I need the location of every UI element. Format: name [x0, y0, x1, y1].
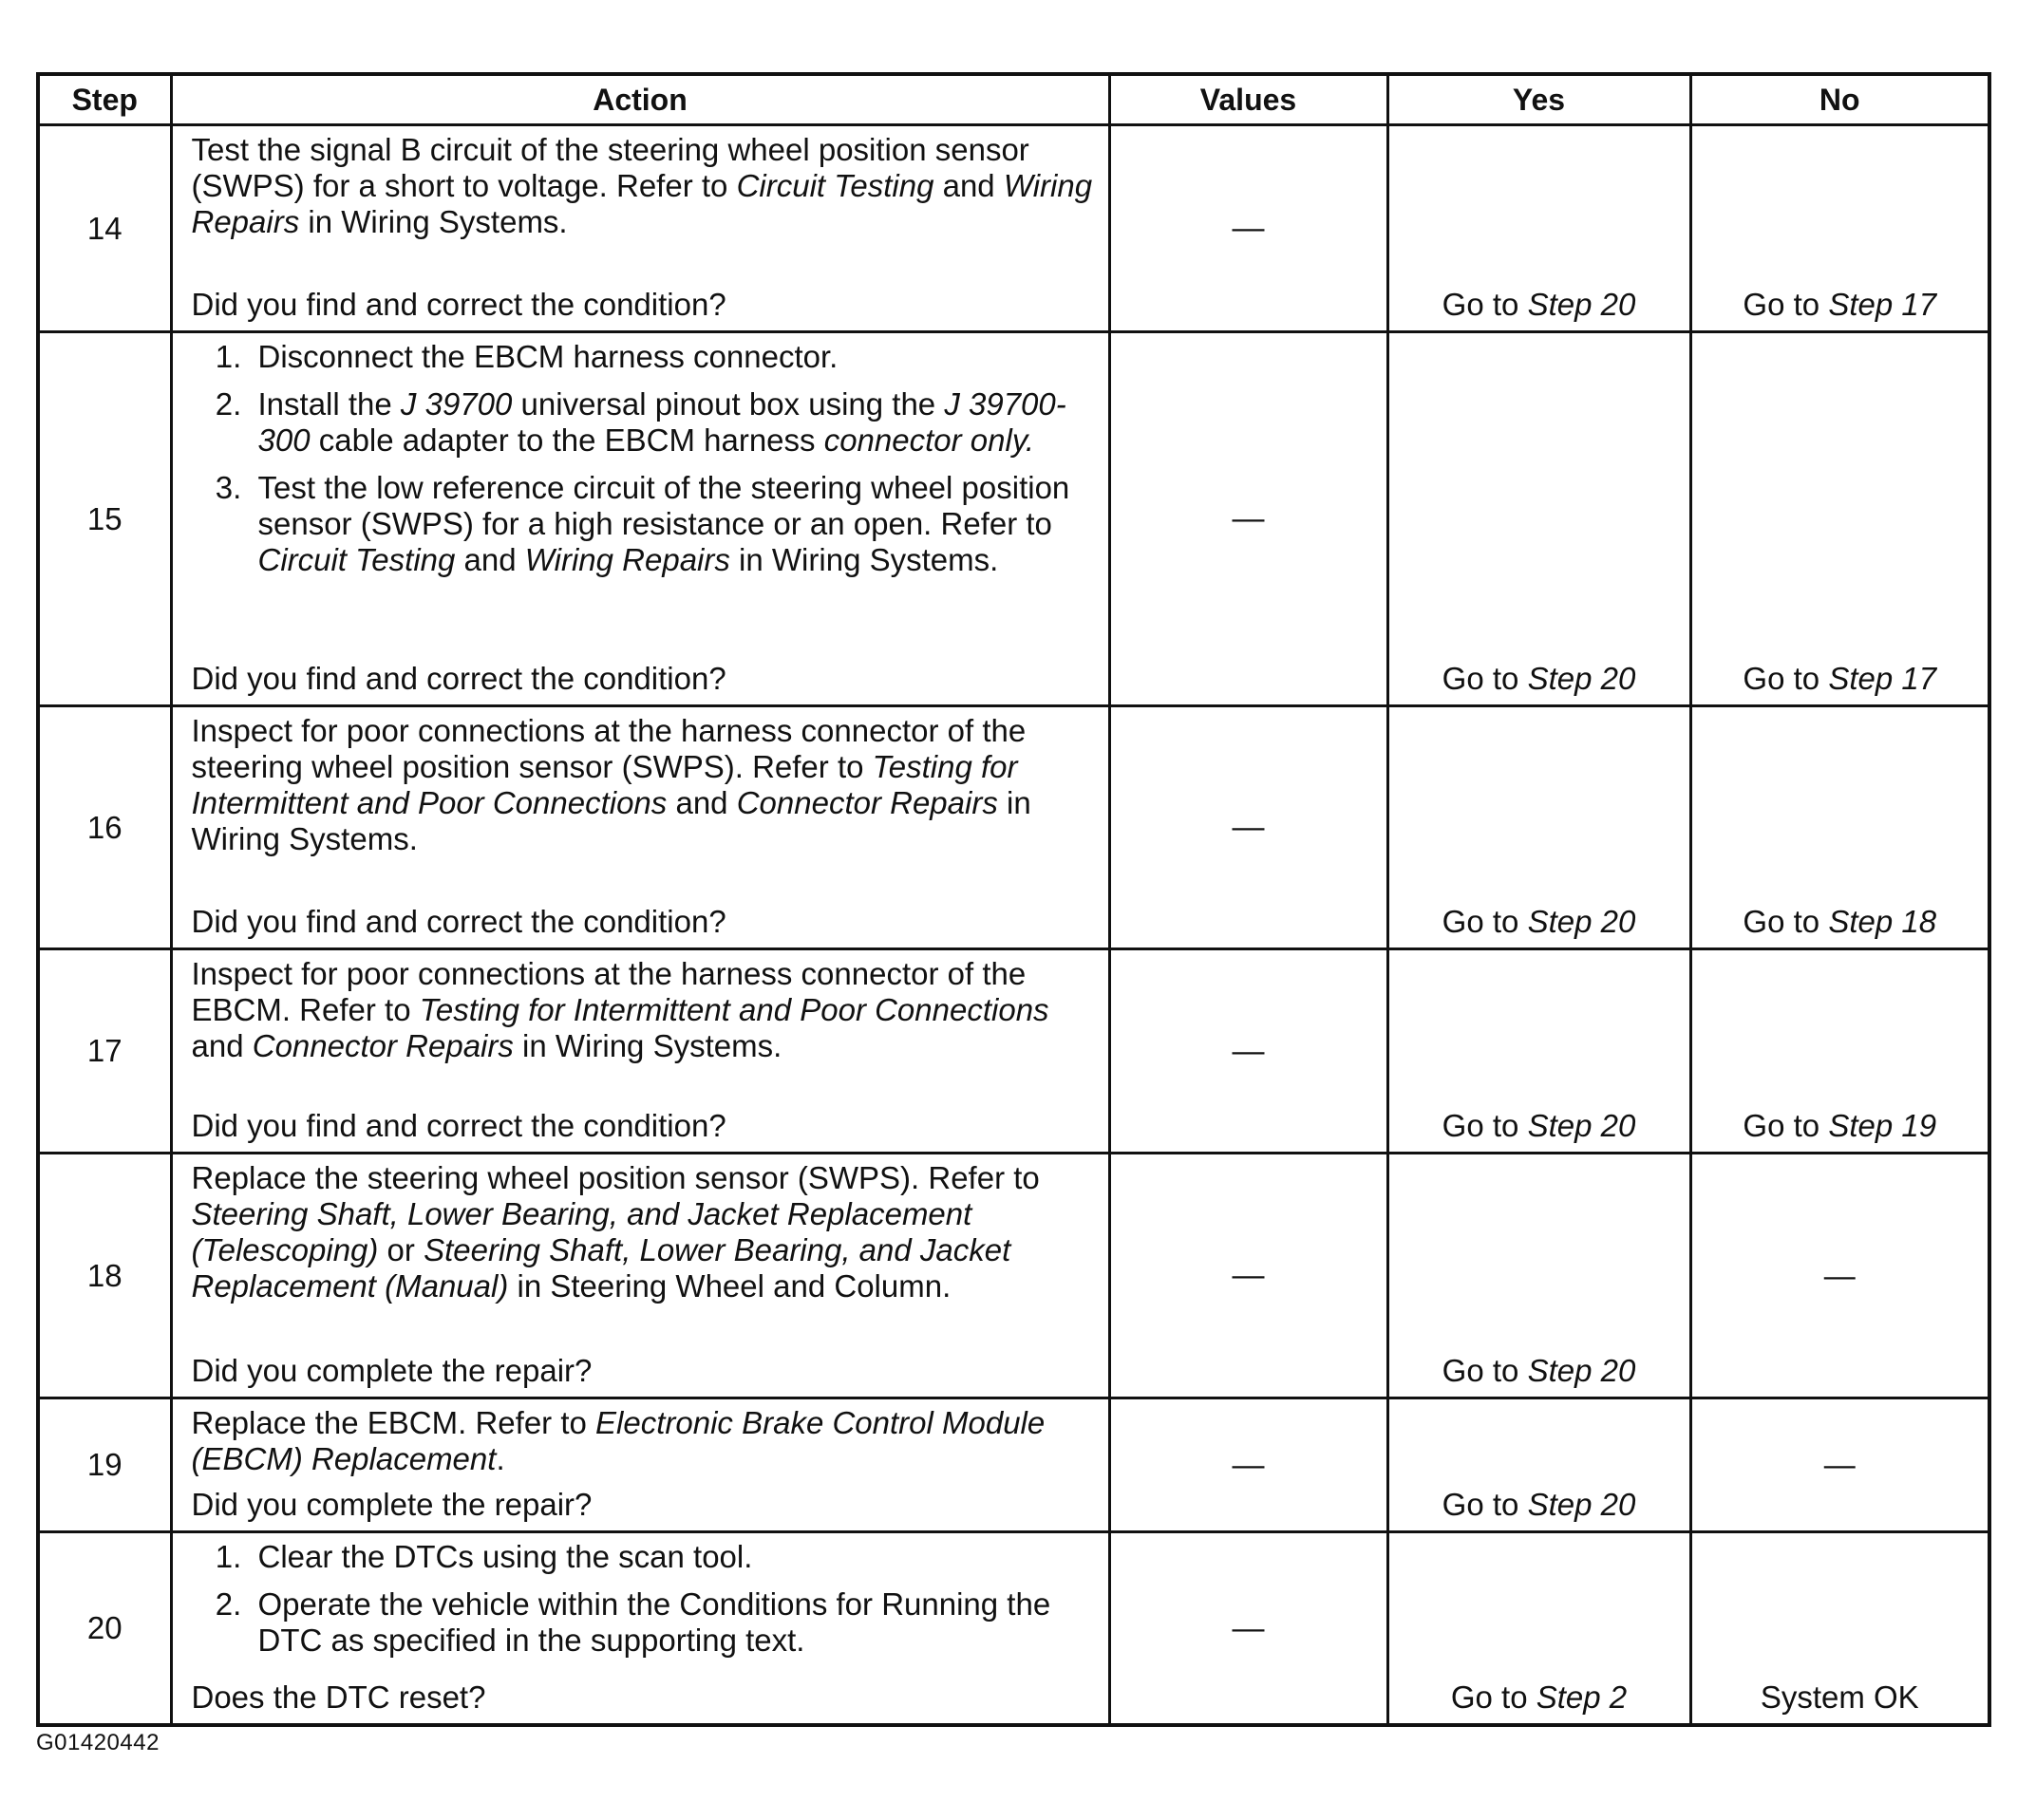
reference-link[interactable]: Circuit Testing [257, 542, 456, 577]
action-question: Did you find and correct the condition? [191, 904, 726, 939]
instruction-text: cable adapter to the EBCM harness [310, 422, 824, 458]
reference-link[interactable]: Testing for Intermittent and Poor Connections [191, 749, 1018, 820]
table-header-row [38, 74, 1989, 125]
reference-link[interactable]: Steering Shaft, Lower Bearing, and Jacket Replacement (Telescoping) [191, 1196, 972, 1267]
action-instruction [192, 132, 1097, 240]
values-cell: — [1109, 706, 1387, 949]
no-cell [1690, 125, 1989, 332]
yes-prefix: Go to [1442, 1487, 1528, 1522]
header-step: Step [38, 74, 171, 125]
no-step-link[interactable]: Step 17 [1828, 661, 1937, 696]
no-cell: System OK [1690, 1532, 1989, 1726]
yes-prefix: Go to [1442, 287, 1528, 322]
instruction-text: Replace the steering wheel position sensor (SWPS). Refer to [191, 1160, 1040, 1195]
header-no: No [1690, 74, 1989, 125]
no-cell [1690, 332, 1989, 706]
action-list-item [251, 386, 1097, 459]
yes-step-link[interactable]: Step 20 [1527, 661, 1636, 696]
no-cell [1690, 706, 1989, 949]
action-question: Does the DTC reset? [191, 1679, 486, 1715]
table-row [38, 1532, 1989, 1726]
action-cell [171, 332, 1109, 706]
reference-link[interactable]: Testing for Intermittent and Poor Connections [419, 992, 1049, 1027]
action-instruction [192, 339, 1097, 590]
instruction-text: and [191, 1028, 253, 1063]
action-list [192, 1539, 1097, 1659]
values-cell: — [1109, 949, 1387, 1154]
action-question: Did you complete the repair? [191, 1487, 593, 1522]
values-cell: — [1109, 332, 1387, 706]
action-list-item [251, 1539, 1097, 1575]
reference-link[interactable]: Connector Repairs [252, 1028, 514, 1063]
action-instruction [192, 1405, 1097, 1477]
instruction-text: in Steering Wheel and Column. [508, 1268, 952, 1304]
reference-link[interactable]: Steering Shaft, Lower Bearing, and Jacket Replacement (Manual) [191, 1232, 1011, 1304]
yes-cell [1387, 706, 1690, 949]
action-instruction [192, 1160, 1097, 1304]
yes-step-link[interactable]: Step 20 [1527, 904, 1636, 939]
header-yes: Yes [1387, 74, 1690, 125]
no-prefix: Go to [1743, 1108, 1829, 1143]
instruction-text: . [496, 1441, 505, 1476]
values-cell: — [1109, 125, 1387, 332]
action-list-item [251, 1586, 1097, 1659]
instruction-text: Operate the vehicle within the Conditions for Running the DTC as specified in the supporting text. [257, 1586, 1051, 1658]
reference-link[interactable]: connector only. [823, 422, 1035, 458]
yes-prefix: Go to [1442, 661, 1528, 696]
action-instruction [192, 956, 1097, 1064]
table-row [38, 332, 1989, 706]
yes-step-link[interactable]: Step 2 [1536, 1679, 1628, 1715]
instruction-text: Test the low reference circuit of the steering wheel position sensor (SWPS) for a high resistance or an open. Refer to [257, 470, 1070, 541]
yes-cell [1387, 949, 1690, 1154]
action-question: Did you find and correct the condition? [191, 661, 726, 696]
instruction-text: Inspect for poor connections at the harness connector of the steering wheel position sensor (SWPS). Refer to [191, 713, 1027, 784]
yes-step-link[interactable]: Step 20 [1527, 1487, 1636, 1522]
table-row [38, 949, 1989, 1154]
yes-step-link[interactable]: Step 20 [1527, 287, 1636, 322]
values-cell: — [1109, 1532, 1387, 1726]
step-number: 19 [38, 1398, 171, 1532]
instruction-text: in Wiring Systems. [729, 542, 999, 577]
table-row [38, 1398, 1989, 1532]
no-cell: — [1690, 1154, 1989, 1398]
action-cell [171, 706, 1109, 949]
action-cell [171, 949, 1109, 1154]
reference-link[interactable]: Wiring Repairs [191, 168, 1093, 239]
yes-cell [1387, 125, 1690, 332]
reference-link[interactable]: J 39700 [400, 386, 513, 422]
reference-link[interactable]: Wiring Repairs [524, 542, 730, 577]
step-number: 14 [38, 125, 171, 332]
step-number: 18 [38, 1154, 171, 1398]
reference-link[interactable]: Electronic Brake Control Module (EBCM) Replacement [191, 1405, 1046, 1476]
diagnostic-table [36, 72, 1991, 1727]
action-question: Did you find and correct the condition? [191, 287, 726, 322]
reference-link[interactable]: J 39700-300 [257, 386, 1066, 458]
action-question: Did you complete the repair? [191, 1353, 593, 1388]
reference-link[interactable]: Circuit Testing [736, 168, 934, 203]
instruction-text: in Wiring Systems. [513, 1028, 782, 1063]
action-cell [171, 1532, 1109, 1726]
reference-link[interactable]: Connector Repairs [736, 785, 998, 820]
instruction-text: Clear the DTCs using the scan tool. [257, 1539, 753, 1574]
instruction-text: and [455, 542, 525, 577]
diagnostic-table-wrapper [36, 72, 1988, 1715]
no-step-link[interactable]: Step 19 [1828, 1108, 1937, 1143]
step-number: 17 [38, 949, 171, 1154]
table-row [38, 1154, 1989, 1398]
yes-prefix: Go to [1442, 1353, 1528, 1388]
instruction-text: Test the signal B circuit of the steering wheel position sensor (SWPS) for a short to voltage. Refer to [191, 132, 1029, 203]
table-row [38, 125, 1989, 332]
figure-id: G01420442 [36, 1730, 160, 1755]
action-cell [171, 1398, 1109, 1532]
yes-prefix: Go to [1442, 1108, 1528, 1143]
instruction-text: Install the [257, 386, 401, 422]
step-number: 20 [38, 1532, 171, 1726]
instruction-text: in Wiring Systems. [191, 785, 1031, 856]
no-step-link[interactable]: Step 17 [1828, 287, 1937, 322]
step-number: 15 [38, 332, 171, 706]
no-step-link[interactable]: Step 18 [1828, 904, 1937, 939]
action-instruction [192, 1539, 1097, 1670]
action-cell [171, 1154, 1109, 1398]
instruction-text: Inspect for poor connections at the harness connector of the EBCM. Refer to [191, 956, 1027, 1027]
yes-cell [1387, 1398, 1690, 1532]
no-prefix: Go to [1743, 287, 1829, 322]
yes-cell [1387, 1154, 1690, 1398]
action-cell [171, 125, 1109, 332]
values-cell: — [1109, 1154, 1387, 1398]
yes-step-link[interactable]: Step 20 [1527, 1108, 1636, 1143]
yes-cell [1387, 332, 1690, 706]
yes-prefix: Go to [1450, 1679, 1536, 1715]
step-number: 16 [38, 706, 171, 949]
table-row [38, 706, 1989, 949]
action-question: Did you find and correct the condition? [191, 1108, 726, 1143]
no-cell: — [1690, 1398, 1989, 1532]
instruction-text: Replace the EBCM. Refer to [191, 1405, 596, 1440]
action-list [192, 339, 1097, 578]
no-prefix: Go to [1743, 661, 1829, 696]
values-cell: — [1109, 1398, 1387, 1532]
instruction-text: universal pinout box using the [512, 386, 945, 422]
action-list-item [251, 339, 1097, 375]
header-action: Action [171, 74, 1109, 125]
yes-cell [1387, 1532, 1690, 1726]
yes-step-link[interactable]: Step 20 [1527, 1353, 1636, 1388]
instruction-text: in Wiring Systems. [299, 204, 568, 239]
instruction-text: and [933, 168, 1004, 203]
instruction-text: or [378, 1232, 424, 1267]
no-prefix: Go to [1743, 904, 1829, 939]
action-instruction [192, 713, 1097, 857]
instruction-text: and [667, 785, 737, 820]
yes-prefix: Go to [1442, 904, 1528, 939]
no-cell [1690, 949, 1989, 1154]
header-values: Values [1109, 74, 1387, 125]
instruction-text: Disconnect the EBCM harness connector. [257, 339, 839, 374]
action-list-item [251, 470, 1097, 578]
